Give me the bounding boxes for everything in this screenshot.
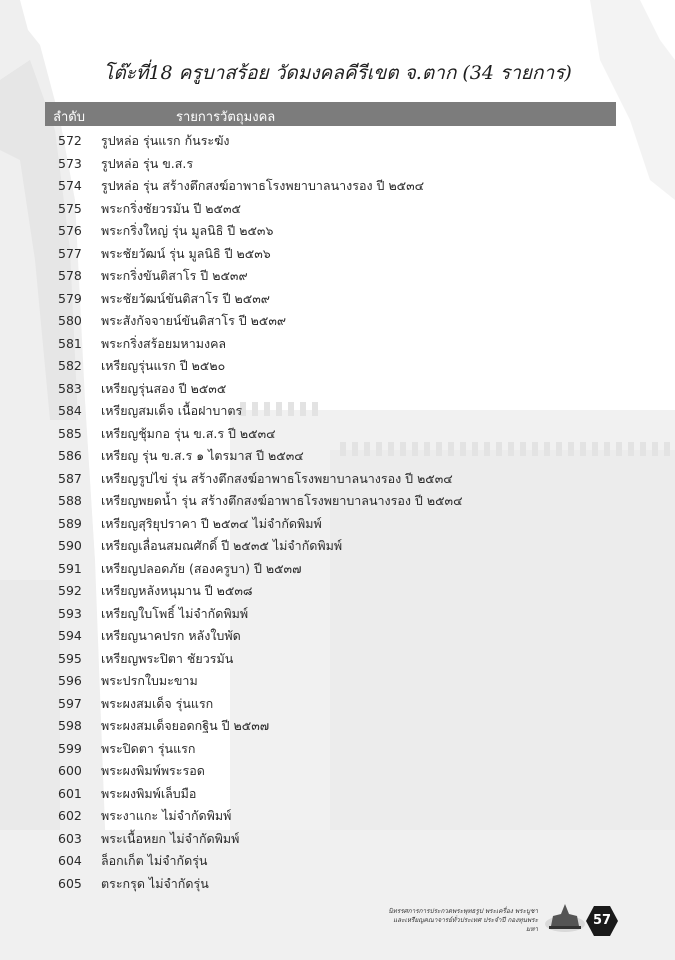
row-item-name: เหรียญรุ่นแรก ปี ๒๕๒๐	[101, 358, 226, 373]
row-item-name: ล็อกเก็ต ไม่จำกัดรุ่น	[101, 853, 208, 868]
table-row	[0, 265, 675, 288]
row-item-name: พระงาแกะ ไม่จำกัดพิมพ์	[101, 808, 232, 823]
row-item-name: พระผงพิมพ์เล็บมือ	[101, 785, 197, 801]
row-item-name: รูปหล่อ รุ่นแรก ก้นระฆัง	[101, 133, 230, 148]
row-number: 578	[58, 268, 82, 283]
table-row	[0, 783, 675, 806]
row-number: 593	[58, 605, 82, 621]
row-number: 604	[58, 853, 82, 868]
table-row	[0, 693, 675, 716]
table-row	[0, 423, 675, 446]
row-item-name: เหรียญ รุ่น ข.ส.ร ๑ ไตรมาส ปี ๒๕๓๔	[101, 448, 304, 463]
row-number: 581	[58, 335, 82, 351]
row-number: 583	[58, 380, 82, 396]
item-list	[0, 130, 675, 895]
row-item-name: พระกริ่งใหญ่ รุ่น มูลนิธิ ปี ๒๕๓๖	[101, 223, 274, 238]
table-row	[0, 738, 675, 761]
row-item-name: เหรียญเลื่อนสมณศักดิ์ ปี ๒๕๓๕ ไม่จำกัดพิมพ์	[101, 538, 343, 553]
row-item-name: เหรียญรูปไข่ รุ่น สร้างตึกสงฆ์อาพาธโรงพยาบาลนางรอง ปี ๒๕๓๔	[101, 470, 453, 486]
row-item-name: เหรียญปลอดภัย (สองครูบา) ปี ๒๕๓๗	[101, 560, 302, 576]
row-item-name: พระชัยวัฒน์ขันติสาโร ปี ๒๕๓๙	[101, 290, 270, 306]
page-title: โต๊ะที่18 ครูบาสร้อย วัดมงคลคีรีเขต จ.ตาก (34 รายการ)	[103, 62, 572, 84]
row-number: 576	[58, 223, 82, 238]
row-number: 599	[58, 740, 82, 756]
row-number: 584	[58, 403, 82, 418]
row-item-name: พระผงสมเด็จยอดกฐิน ปี ๒๕๓๗	[101, 718, 270, 733]
row-item-name: เหรียญสุริยุปราคา ปี ๒๕๓๔ ไม่จำกัดพิมพ์	[101, 515, 322, 531]
row-number: 594	[58, 628, 82, 643]
row-number: 597	[58, 695, 82, 711]
row-number: 579	[58, 290, 82, 306]
row-number: 601	[58, 785, 82, 801]
row-item-name: เหรียญรุ่นสอง ปี ๒๕๓๕	[101, 380, 227, 396]
row-item-name: รูปหล่อ รุ่น ข.ส.ร	[101, 155, 194, 171]
row-item-name: เหรียญพระปิตา ชัยวรมัน	[101, 650, 234, 666]
row-number: 573	[58, 155, 82, 171]
table-row	[0, 580, 675, 603]
row-item-name: รูปหล่อ รุ่น สร้างตึกสงฆ์อาพาธโรงพยาบาลนางรอง ปี ๒๕๓๔	[101, 178, 425, 193]
row-number: 595	[58, 650, 82, 666]
table-row	[0, 468, 675, 491]
table-row	[0, 670, 675, 693]
row-item-name: พระปิดตา รุ่นแรก	[101, 740, 196, 756]
row-number: 574	[58, 178, 82, 193]
row-number: 600	[58, 763, 82, 778]
table-row	[0, 805, 675, 828]
table-row	[0, 445, 675, 468]
footer-caption-line: นิทรรศการการประกวดพระพุทธรูป พระเครื่อง พระบูชา	[388, 907, 538, 915]
table-row	[0, 603, 675, 626]
table-row	[0, 175, 675, 198]
row-item-name: เหรียญใบโพธิ์ ไม่จำกัดพิมพ์	[101, 605, 249, 621]
row-number: 577	[58, 245, 82, 261]
table-row	[0, 828, 675, 851]
row-item-name: เหรียญสมเด็จ เนื้อฝาบาตร	[101, 403, 243, 418]
row-item-name: เหรียญพยดน้ำ รุ่น สร้างตึกสงฆ์อาพาธโรงพยาบาลนางรอง ปี ๒๕๓๔	[101, 493, 463, 508]
row-item-name: พระกริ่งขันติสาโร ปี ๒๕๓๙	[101, 268, 248, 283]
row-number: 582	[58, 358, 82, 373]
row-item-name: ตระกรุด ไม่จำกัดรุ่น	[101, 875, 209, 891]
row-number: 586	[58, 448, 82, 463]
row-item-name: พระปรกใบมะขาม	[101, 673, 198, 688]
row-number: 592	[58, 583, 82, 598]
row-number: 590	[58, 538, 82, 553]
row-number: 603	[58, 830, 82, 846]
footer-caption-line: และเหรียญคณาจารย์ทั่วประเทศ ประจำปี กองทุนพระมหา	[393, 916, 538, 933]
table-row	[0, 648, 675, 671]
temple-logo-icon	[543, 902, 587, 934]
row-number: 589	[58, 515, 82, 531]
row-number: 572	[58, 133, 82, 148]
table-row	[0, 873, 675, 896]
table-row	[0, 243, 675, 266]
table-row	[0, 400, 675, 423]
table-row	[0, 378, 675, 401]
table-row	[0, 288, 675, 311]
row-item-name: พระเนื้อหยก ไม่จำกัดพิมพ์	[101, 830, 240, 846]
table-row	[0, 220, 675, 243]
table-row	[0, 355, 675, 378]
column-header-number: ลำดับ	[53, 110, 85, 125]
row-item-name: เหรียญชุ้มกอ รุ่น ข.ส.ร ปี ๒๕๓๔	[101, 425, 276, 441]
table-row	[0, 558, 675, 581]
column-header-item: รายการวัตถุมงคล	[176, 110, 276, 125]
row-item-name: พระผงพิมพ์พระรอด	[101, 763, 205, 778]
table-row	[0, 333, 675, 356]
table-row	[0, 715, 675, 738]
row-item-name: พระผงสมเด็จ รุ่นแรก	[101, 695, 214, 711]
row-number: 596	[58, 673, 82, 688]
table-row	[0, 850, 675, 873]
table-header	[45, 102, 616, 126]
table-row	[0, 153, 675, 176]
table-row	[0, 130, 675, 153]
page-number: 57	[592, 913, 612, 928]
table-row	[0, 490, 675, 513]
row-number: 598	[58, 718, 82, 733]
row-item-name: พระสังกัจจายน์ขันติสาโร ปี ๒๕๓๙	[101, 313, 287, 328]
row-item-name: พระชัยวัฒน์ รุ่น มูลนิธิ ปี ๒๕๓๖	[101, 245, 271, 261]
row-number: 605	[58, 875, 82, 891]
row-item-name: เหรียญหลังหนุมาน ปี ๒๕๓๘	[101, 583, 253, 598]
row-item-name: เหรียญนาคปรก หลังใบพัด	[101, 628, 241, 643]
table-row	[0, 513, 675, 536]
row-item-name: พระกริ่งสร้อยมหามงคล	[101, 335, 227, 351]
table-row	[0, 535, 675, 558]
row-item-name: พระกริ่งชัยวรมัน ปี ๒๕๓๕	[101, 200, 241, 216]
footer-caption	[388, 907, 538, 934]
table-row	[0, 625, 675, 648]
table-row	[0, 310, 675, 333]
table-row	[0, 760, 675, 783]
row-number: 591	[58, 560, 82, 576]
table-row	[0, 198, 675, 221]
row-number: 580	[58, 313, 82, 328]
row-number: 587	[58, 470, 82, 486]
row-number: 575	[58, 200, 82, 216]
row-number: 588	[58, 493, 82, 508]
row-number: 602	[58, 808, 82, 823]
row-number: 585	[58, 425, 82, 441]
